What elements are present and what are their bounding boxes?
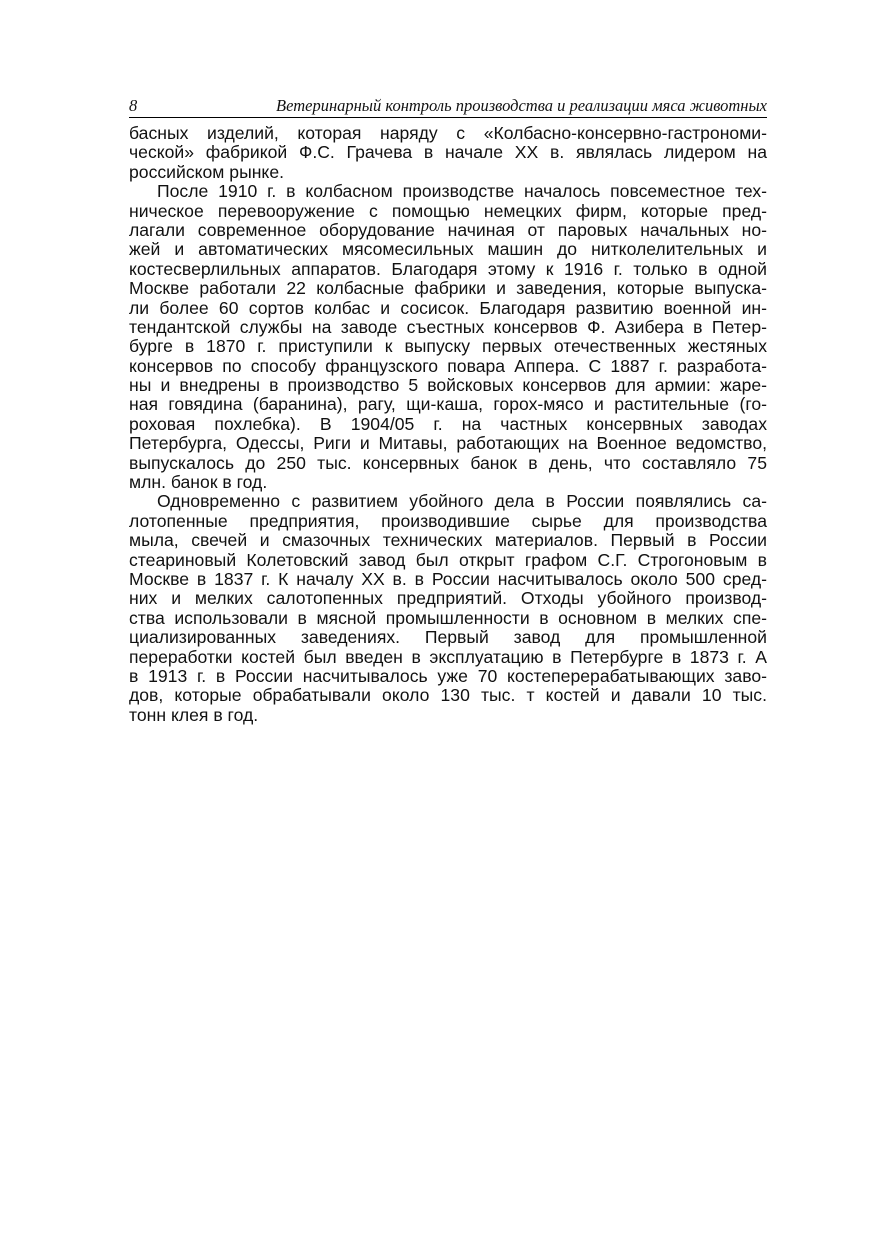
text-line: ническое перевооружение с помощью немецких фирм, которые пред- <box>129 200 767 221</box>
text-line: них и мелких салотопенных предприятий. Отходы убойного производ- <box>129 588 767 609</box>
text-line: Москве работали 22 колбасные фабрики и заведения, которые выпуска- <box>129 278 767 299</box>
text-line: лагали современное оборудование начиная от паровых начальных но- <box>129 219 767 240</box>
text-line: роховая похлебка). В 1904/05 г. на частных консервных заводах <box>129 413 767 434</box>
text-line: бурге в 1870 г. приступили к выпуску первых отечественных жестяных <box>129 336 767 357</box>
running-title: Ветеринарный контроль производства и реализации мяса животных <box>276 96 767 115</box>
text-line: консервов по способу французского повара Аппера. С 1887 г. разработа- <box>129 355 767 376</box>
text-line: басных изделий, которая наряду с «Колбасно-консервно-гастрономи- <box>129 123 767 143</box>
text-line: в 1913 г. в России насчитывалось уже 70 костеперерабатывающих заво- <box>129 665 767 686</box>
text-line: российском рынке. <box>129 161 284 182</box>
page-number: 8 <box>129 96 138 115</box>
text-line: После 1910 г. в колбасном производстве началось повсеместное тех- <box>157 181 767 202</box>
text-line: Москве в 1837 г. К началу XX в. в России насчитывалось около 500 сред- <box>129 568 767 589</box>
text-line: млн. банок в год. <box>129 472 268 493</box>
running-header <box>129 95 767 118</box>
text-line: Петербурга, Одессы, Риги и Митавы, работающих на Военное ведомство, <box>129 433 767 454</box>
paragraph-3 <box>129 492 767 725</box>
text-line: ны и внедрены в производство 5 войсковых консервов для армии: жаре- <box>129 375 767 396</box>
text-line: стеариновый Колетовский завод был открыт графом С.Г. Строгоновым в <box>129 549 767 570</box>
text-line: мыла, свечей и смазочных технических материалов. Первый в России <box>129 530 767 551</box>
text-line: жей и автоматических мясомесильных машин до нитколелительных и <box>129 239 767 260</box>
text-line: переработки костей был введен в эксплуатацию в Петербурге в 1873 г. А <box>129 646 767 667</box>
body-text <box>129 124 767 725</box>
text-line: ли более 60 сортов колбас и сосисок. Благодаря развитию военной ин- <box>129 297 767 318</box>
paragraph-1 <box>129 124 767 182</box>
text-line: циализированных заведениях. Первый завод для промышленной <box>129 627 767 648</box>
text-line: ческой» фабрикой Ф.С. Грачева в начале XX в. являлась лидером на <box>129 142 767 163</box>
text-line: костесверлильных аппаратов. Благодаря этому к 1916 г. только в одной <box>129 258 767 279</box>
text-line: ная говядина (баранина), рагу, щи-каша, горох-мясо и растительные (го- <box>129 394 767 415</box>
text-line: дов, которые обрабатывали около 130 тыс. т костей и давали 10 тыс. <box>129 685 767 706</box>
text-line: выпускалось до 250 тыс. консервных банок в день, что составляло 75 <box>129 452 767 473</box>
text-line: тонн клея в год. <box>129 704 259 725</box>
text-line: лотопенные предприятия, производившие сырье для производства <box>129 510 767 531</box>
text-line: тендантской службы на заводе съестных консервов Ф. Азибера в Петер- <box>129 316 767 337</box>
paragraph-2 <box>129 182 767 492</box>
text-line: Одновременно с развитием убойного дела в России появлялись са- <box>157 491 767 512</box>
text-line: ства использовали в мясной промышленности в основном в мелких спе- <box>129 607 767 628</box>
